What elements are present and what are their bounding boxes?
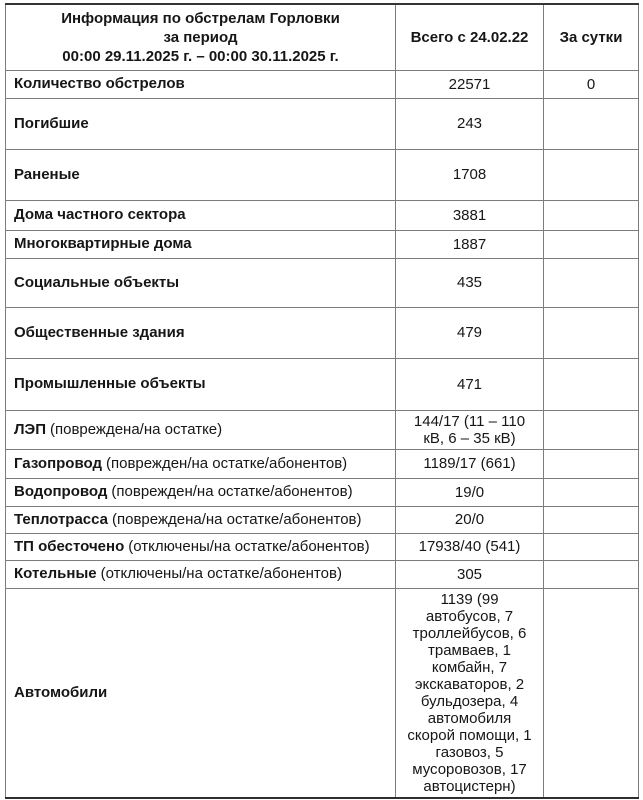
row-label: ТП обесточено bbox=[14, 537, 125, 555]
daily-value bbox=[544, 478, 639, 506]
row-label: Многоквартирные дома bbox=[14, 235, 192, 252]
row-label: Теплотрасса bbox=[14, 510, 108, 528]
daily-value bbox=[544, 533, 639, 560]
daily-value bbox=[544, 200, 639, 230]
total-value: 22571 bbox=[396, 70, 544, 98]
daily-value bbox=[544, 588, 639, 798]
total-value: 305 bbox=[396, 560, 544, 588]
column-header-daily: За сутки bbox=[544, 4, 639, 70]
table-title-cell bbox=[6, 4, 396, 70]
table-row bbox=[6, 449, 639, 478]
table-title-line3: 00:00 29.11.2025 г. – 00:00 30.11.2025 г. bbox=[62, 47, 339, 65]
daily-value bbox=[544, 230, 639, 258]
row-note: (повреждена/на остатке/абонентов) bbox=[112, 510, 362, 528]
table-row bbox=[6, 560, 639, 588]
table-row bbox=[6, 533, 639, 560]
daily-value bbox=[544, 258, 639, 307]
row-note: (отключены/на остатке/абонентов) bbox=[100, 565, 342, 582]
table-row bbox=[6, 307, 639, 358]
total-value: 20/0 bbox=[396, 506, 544, 533]
table-row bbox=[6, 70, 639, 98]
shelling-info-table bbox=[5, 3, 639, 799]
total-value: 243 bbox=[396, 98, 544, 149]
row-note: (поврежден/на остатке/абонентов) bbox=[111, 483, 353, 500]
total-value: 471 bbox=[396, 358, 544, 410]
table-row bbox=[6, 230, 639, 258]
total-value: 19/0 bbox=[396, 478, 544, 506]
table-header-row bbox=[6, 4, 639, 70]
row-note: (поврежден/на остатке/абонентов) bbox=[105, 454, 348, 472]
row-note: (отключены/на остатке/абонентов) bbox=[128, 537, 370, 555]
table-row bbox=[6, 258, 639, 307]
table-row bbox=[6, 200, 639, 230]
row-label: Автомобили bbox=[14, 683, 108, 701]
row-label: Общественные здания bbox=[14, 323, 185, 341]
row-label: Котельные bbox=[14, 565, 97, 582]
total-value: 435 bbox=[396, 258, 544, 307]
table-row bbox=[6, 98, 639, 149]
table-title-line2: за период bbox=[163, 28, 238, 46]
row-label: Дома частного сектора bbox=[14, 206, 186, 223]
total-value: 479 bbox=[396, 307, 544, 358]
table-row bbox=[6, 588, 639, 798]
daily-value bbox=[544, 560, 639, 588]
daily-value: 0 bbox=[544, 70, 639, 98]
total-value: 17938/40 (541) bbox=[396, 533, 544, 560]
table-row bbox=[6, 478, 639, 506]
row-note: (повреждена/на остатке) bbox=[49, 420, 223, 438]
row-label: ЛЭП bbox=[14, 420, 46, 438]
table-row bbox=[6, 358, 639, 410]
row-label: Социальные объекты bbox=[14, 273, 180, 291]
table-title-line1: Информация по обстрелам Горловки bbox=[61, 9, 340, 27]
row-label: Водопровод bbox=[14, 483, 108, 500]
column-header-total: Всего с 24.02.22 bbox=[396, 4, 544, 70]
daily-value bbox=[544, 506, 639, 533]
total-value: 3881 bbox=[396, 200, 544, 230]
table-row bbox=[6, 506, 639, 533]
total-value: 1189/17 (661) bbox=[396, 449, 544, 478]
row-label: Промышленные объекты bbox=[14, 375, 206, 392]
daily-value bbox=[544, 307, 639, 358]
row-label: Газопровод bbox=[14, 454, 102, 472]
total-value: 144/17 (11 – 110 кВ, 6 – 35 кВ) bbox=[396, 410, 544, 449]
row-label: Количество обстрелов bbox=[14, 75, 185, 92]
total-value: 1708 bbox=[396, 149, 544, 200]
table-row bbox=[6, 410, 639, 449]
row-label: Погибшие bbox=[14, 114, 89, 132]
total-value: 1139 (99 автобусов, 7 троллейбусов, 6 трамваев, 1 комбайн, 7 экскаваторов, 2 бульдозера, 4 автомобиля скорой помощи, 1 газовоз, 5 мусоровозов, 17 автоцистерн) bbox=[396, 588, 544, 798]
daily-value bbox=[544, 98, 639, 149]
daily-value bbox=[544, 449, 639, 478]
daily-value bbox=[544, 410, 639, 449]
row-label: Раненые bbox=[14, 165, 80, 183]
total-value: 1887 bbox=[396, 230, 544, 258]
table-row bbox=[6, 149, 639, 200]
daily-value bbox=[544, 149, 639, 200]
daily-value bbox=[544, 358, 639, 410]
